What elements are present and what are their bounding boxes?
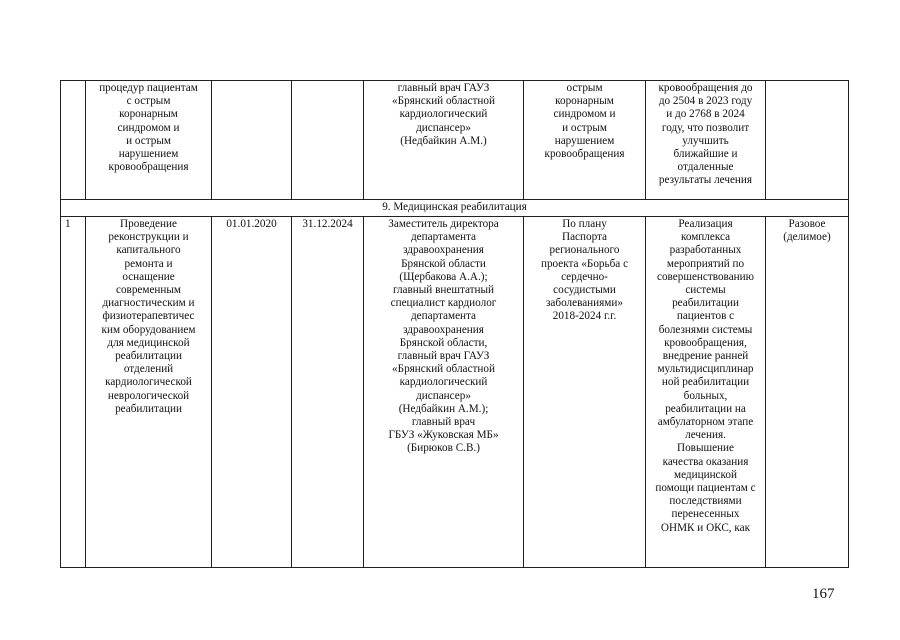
page-number: 167 — [812, 586, 835, 602]
cell-basis: По плану Паспорта регионального проекта «Борьба с сердечно- сосудистыми заболеваниями» 2018-2024 г.г. — [524, 217, 646, 568]
table-row-continuation — [61, 81, 849, 200]
cell-result: кровообращения до до 2504 в 2023 году и до 2768 в 2024 году, что позволит улучшить ближайшие и отдаленные результаты лечения — [646, 81, 766, 200]
cell-type: Разовое (делимое) — [766, 217, 849, 568]
cell-number — [61, 81, 86, 200]
cell-end-date: 31.12.2024 — [292, 217, 364, 568]
cell-start-date: 01.01.2020 — [212, 217, 292, 568]
section-title: 9. Медицинская реабилитация — [61, 200, 849, 217]
measures-table — [60, 80, 849, 568]
cell-number: 1 — [61, 217, 86, 568]
cell-basis: острым коронарным синдромом и и острым нарушением кровообращения — [524, 81, 646, 200]
cell-activity: Проведение реконструкции и капитального ремонта и оснащение современным диагностическим и физиотерапевтичес ким оборудованием для медицинской реабилитации отделений кардиологической неврологической реабилитации — [86, 217, 212, 568]
cell-activity: процедур пациентам с острым коронарным синдромом и и острым нарушением кровообращения — [86, 81, 212, 200]
cell-result: Реализация комплекса разработанных мероприятий по совершенствованию системы реабилитации пациентов с болезнями системы кровообращения, внедрение ранней мультидисциплинар ной реабилитации больных, реабилитации на амбулаторном этапе лечения. Повышение качества оказания медицинской помощи пациентам с последствиями перенесенных ОНМК и ОКС, как — [646, 217, 766, 568]
cell-end-date — [292, 81, 364, 200]
cell-start-date — [212, 81, 292, 200]
table-section-row — [61, 200, 849, 217]
table-row — [61, 217, 849, 568]
cell-type — [766, 81, 849, 200]
cell-responsible: главный врач ГАУЗ «Брянский областной кардиологический диспансер» (Недбайкин А.М.) — [364, 81, 524, 200]
cell-responsible: Заместитель директора департамента здравоохранения Брянской области (Щербакова А.А.); главный внештатный специалист кардиолог департамента здравоохранения Брянской области, главный врач ГАУЗ «Брянский областной кардиологический диспансер» (Недбайкин А.М.); главный врач ГБУЗ «Жуковская МБ» (Бирюков С.В.) — [364, 217, 524, 568]
